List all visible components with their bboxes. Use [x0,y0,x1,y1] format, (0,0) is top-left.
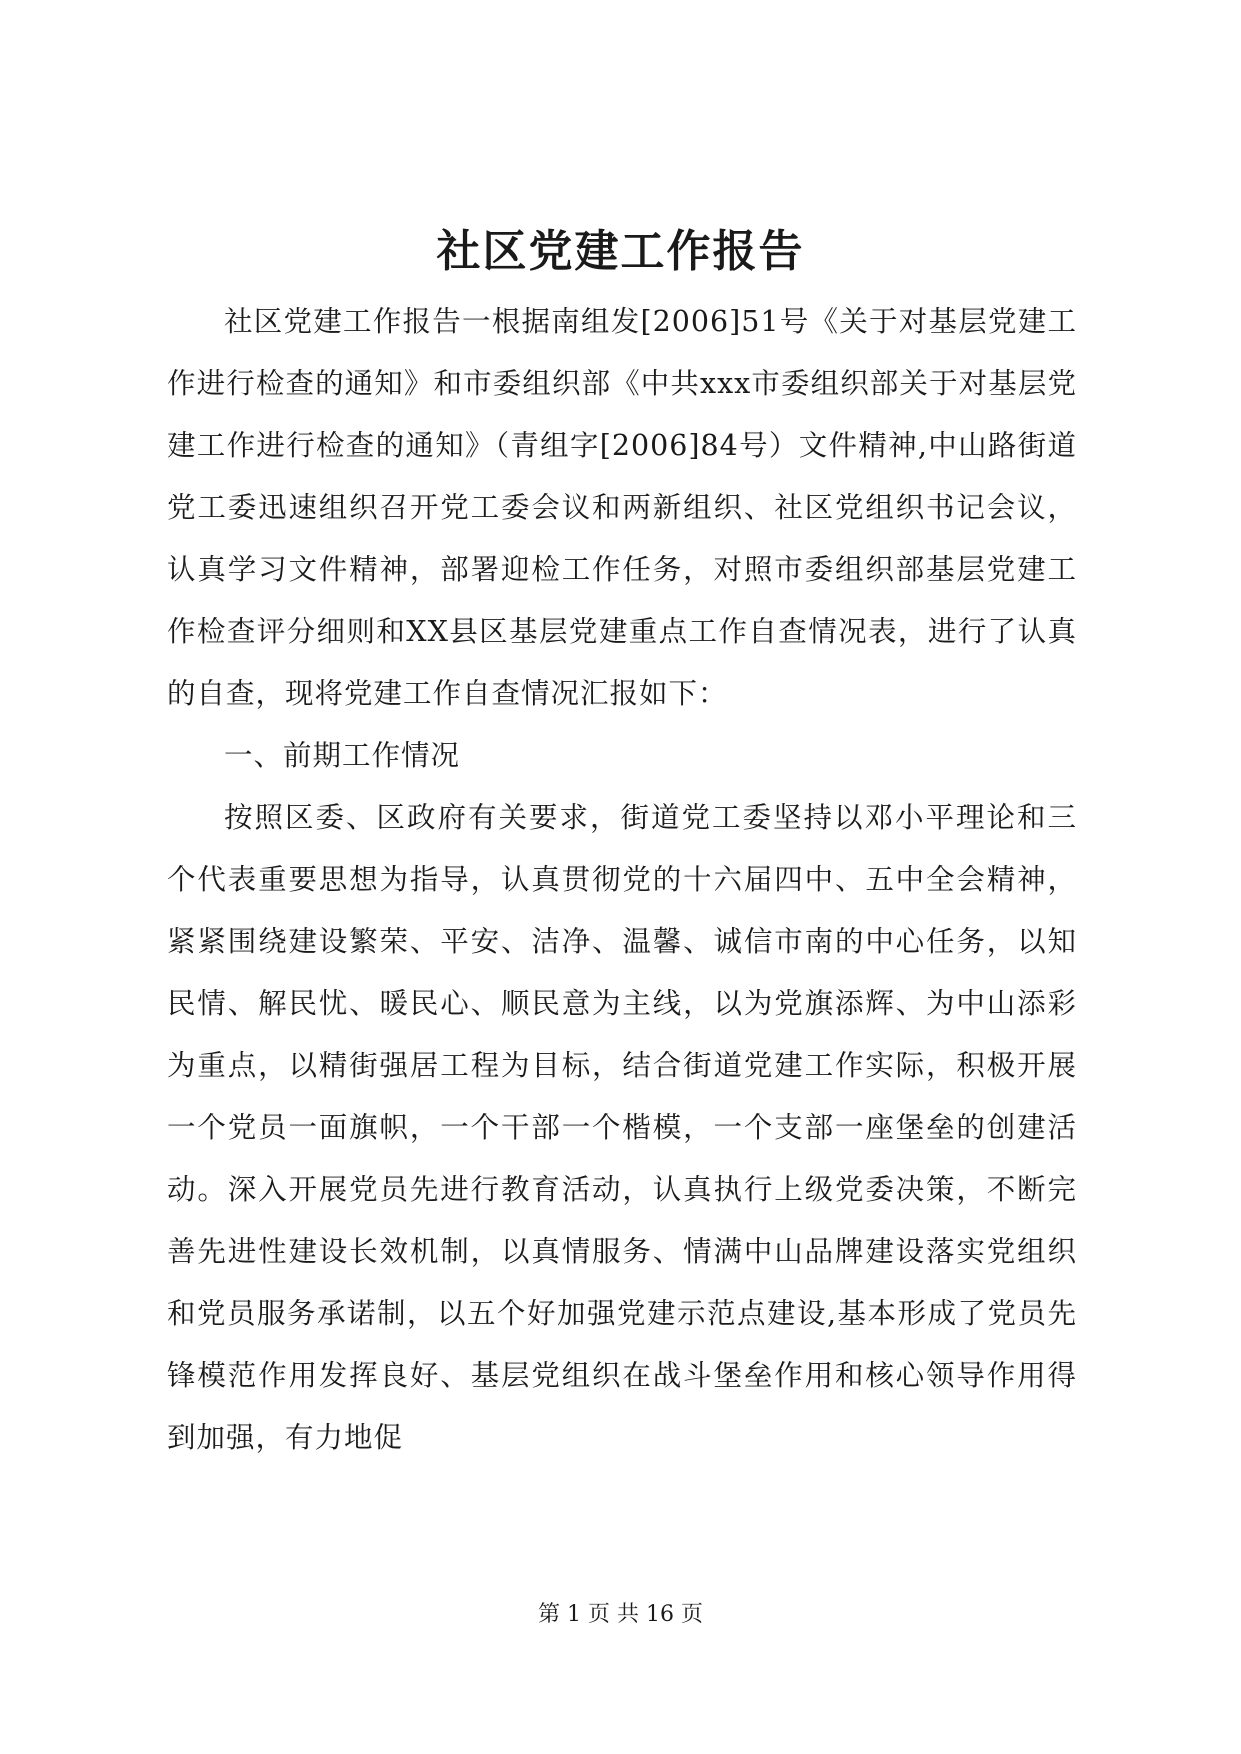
document-title: 社区党建工作报告 [436,226,805,277]
section-heading-1: 一、前期工作情况 [224,739,461,772]
paragraph-intro: 社区党建工作报告一根据南组发[2006]51号《关于对基层党建工作进行检查的通知》和市委组织部《中共xxx市委组织部关于对基层党建工作进行检查的通知》（青组字[2006]84号）文件精神,中山路街道党工委迅速组织召开党工委会议和两新组织、社区党组织书记会议，认真学习文件精神，部署迎检工作任务，对照市委组织部基层党建工作检查评分细则和XX县区基层党建重点工作自查情况表，进行了认真的自查，现将党建工作自查情况汇报如下： [167,305,1077,710]
page-footer: 第 1 页 共 16 页 [538,1602,703,1627]
paragraph-section-1: 按照区委、区政府有关要求，街道党工委坚持以邓小平理论和三个代表重要思想为指导，认真贯彻党的十六届四中、五中全会精神，紧紧围绕建设繁荣、平安、洁净、温馨、诚信市南的中心任务，以知民情、解民忧、暖民心、顺民意为主线，以为党旗添辉、为中山添彩为重点，以精街强居工程为目标，结合街道党建工作实际，积极开展一个党员一面旗帜，一个干部一个楷模，一个支部一座堡垒的创建活动。深入开展党员先进行教育活动，认真执行上级党委决策，不断完善先进性建设长效机制，以真情服务、情满中山品牌建设落实党组织和党员服务承诺制，以五个好加强党建示范点建设,基本形成了党员先锋模范作用发挥良好、基层党组织在战斗堡垒作用和核心领导作用得到加强，有力地促 [167,801,1077,1454]
document-body [167,291,1077,1469]
